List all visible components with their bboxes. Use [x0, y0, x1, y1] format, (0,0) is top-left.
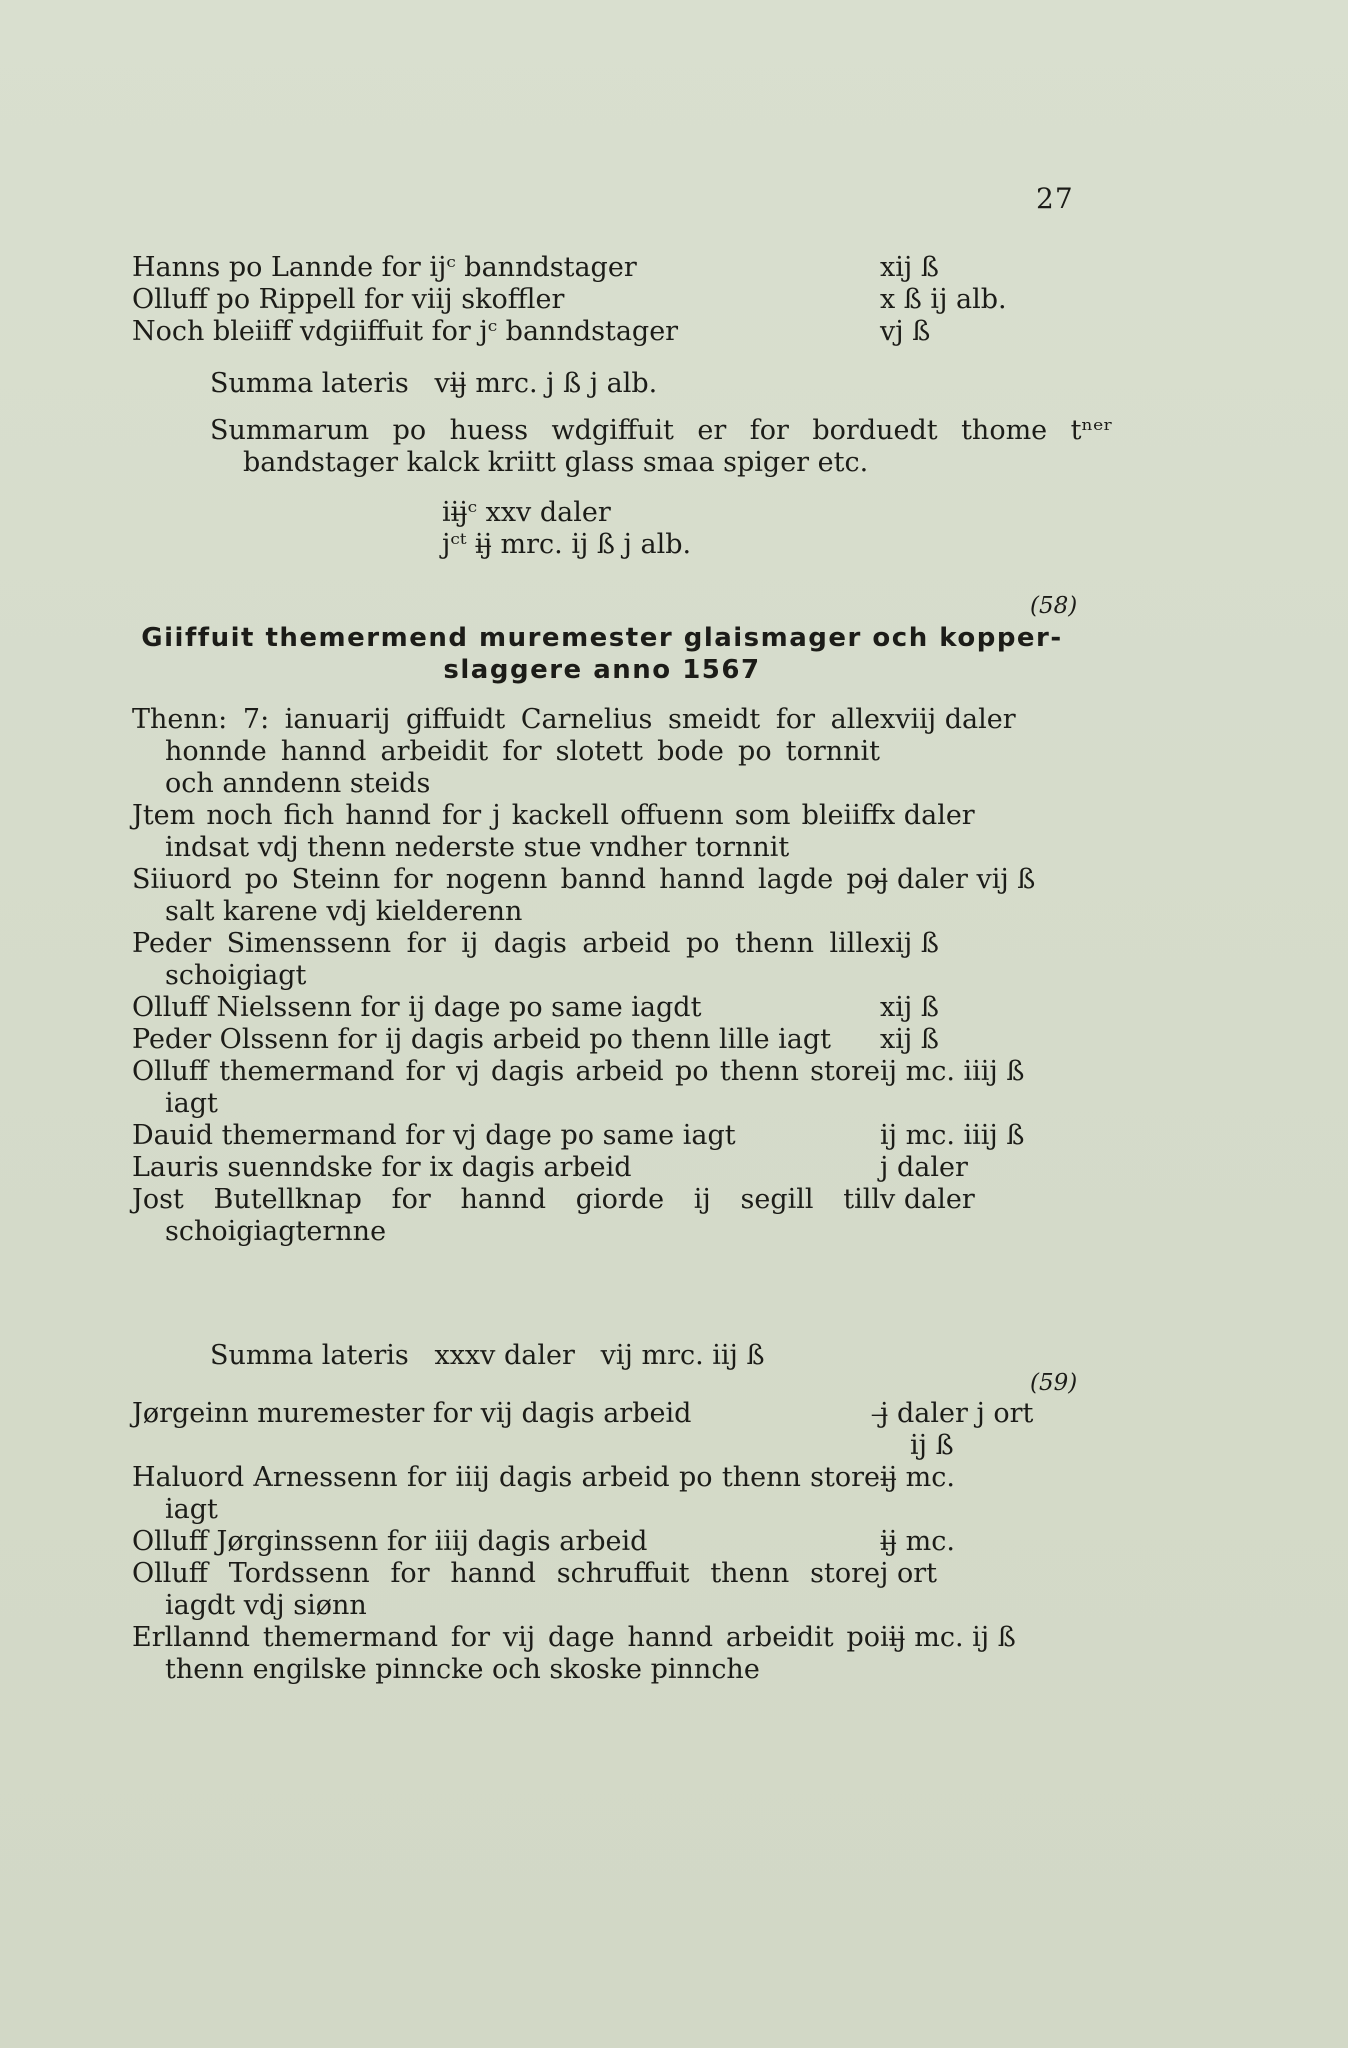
entry-text: Dauid themermand for vj dage po same iagt: [132, 1120, 736, 1151]
entry-text: Olluff themermand for vj dagis arbeid po thenn store iagt: [132, 1056, 880, 1119]
entry-text: Olluff Nielssenn for ij dage po same iagdt: [132, 992, 702, 1023]
entry-text: Thenn: 7: ianuarij giffuidt Carnelius smeidt for alle honnde hannd arbeidit for slotett bode po tornnit och anndenn steids: [132, 704, 880, 799]
list-item: [132, 1152, 1072, 1184]
list-item: [132, 1622, 1072, 1686]
list-item: [132, 1558, 1072, 1622]
list-item: [132, 1526, 1072, 1558]
entry-amount: [880, 1398, 1080, 1462]
entry-text: Erllannd themermand for vij dage hannd arbeidit po thenn engilske pinncke och skoske pinnche: [132, 1622, 880, 1685]
entry-text: Peder Simenssenn for ij dagis arbeid po thenn lille schoigiagt: [132, 928, 880, 991]
summa-lateris-1: Summa lateris vij̶ mrc. j ß j alb.: [210, 368, 658, 399]
entry-amount: xij ß: [880, 1024, 939, 1055]
entry-amount: j̶ daler vij ß: [880, 864, 1036, 895]
list-item: [132, 1024, 1072, 1056]
entry-text: Jørgeinn muremester for vij dagis arbeid: [132, 1398, 692, 1429]
entry-amount: xviij daler: [880, 704, 1016, 735]
entry-amount-line-2: ij ß: [910, 1430, 954, 1461]
reference-59: (59): [1030, 1370, 1078, 1396]
heading-line-2: slaggere anno 1567: [443, 655, 761, 685]
entry-amount: v daler: [880, 1184, 975, 1215]
entry-amount: ij mc. iiij ß: [880, 1056, 1025, 1087]
entry-text: Olluff Tordssenn for hannd schruffuit thenn store iagdt vdj siønn: [132, 1558, 880, 1621]
entry-text: Olluff Jørginssenn for iiij dagis arbeid: [132, 1526, 648, 1557]
entries-list-2: [132, 1398, 1072, 1686]
list-item: [132, 316, 1072, 348]
entry-text: Jost Butellknap for hannd giorde ij segill till schoigiagternne: [132, 1184, 880, 1247]
entry-text: Noch bleiiff vdgiiffuit for jᶜ banndstager: [132, 316, 679, 347]
entry-amount-line-1: j̶ daler j ort: [880, 1398, 1034, 1429]
heading-line-1: Giiffuit themermend muremester glaismager och kopper-: [141, 623, 1063, 653]
entry-text: Peder Olssenn for ij dagis arbeid po thenn lille iagt: [132, 1024, 832, 1055]
entry-amount: iij̶ mc. ij ß: [880, 1622, 1016, 1653]
list-item: [132, 1120, 1072, 1152]
entry-amount: ij̶ mc.: [880, 1526, 955, 1557]
entry-amount: j daler: [880, 1152, 968, 1183]
list-item: [132, 284, 1072, 316]
entry-text: Jtem noch fich hannd for j kackell offuenn som bleiiff indsat vdj thenn nederste stue vndher tornnit: [132, 800, 880, 863]
entry-text: Haluord Arnessenn for iiij dagis arbeid po thenn store iagt: [132, 1462, 880, 1525]
entry-amount: xij ß: [880, 252, 939, 283]
entry-amount: vj ß: [880, 316, 931, 347]
entry-text: Lauris suenndske for ix dagis arbeid: [132, 1152, 632, 1183]
entry-text: Olluff po Rippell for viij skoffler: [132, 284, 565, 315]
entry-amount: xij ß: [880, 992, 939, 1023]
page-number: 27: [1036, 182, 1074, 215]
list-item: [132, 704, 1072, 800]
reference-58: (58): [1030, 593, 1078, 619]
summarum-text: Summarum po huess wdgiffuit er for borduedt thome tⁿᵉʳ bandstager kalck kriitt glass smaa spiger etc.: [210, 415, 1113, 478]
list-item: [132, 1184, 1072, 1248]
entry-amount: xij ß: [880, 928, 939, 959]
list-item: [132, 1056, 1072, 1120]
entry-amount: x daler: [880, 800, 975, 831]
list-item: [132, 800, 1072, 864]
list-item: [132, 1398, 1072, 1461]
list-item: [132, 928, 1072, 992]
list-item: [132, 1462, 1072, 1526]
entry-amount: ij mc. iiij ß: [880, 1120, 1025, 1151]
entries-list: [132, 704, 1072, 1248]
summarum-line-1: iij̶ᶜ xxv daler: [442, 497, 611, 528]
top-entries: [132, 252, 1072, 348]
summa-lateris-2: Summa lateris xxxv daler vij mrc. iij ß: [210, 1340, 765, 1371]
section-heading: [132, 622, 1072, 686]
entry-text: Hanns po Lannde for ijᶜ banndstager: [132, 252, 637, 283]
summarum-line-2: jᶜᵗ ij̶ mrc. ij ß j alb.: [442, 529, 692, 560]
entry-amount: ij̶ mc.: [880, 1462, 955, 1493]
list-item: [132, 864, 1072, 928]
list-item: [132, 992, 1072, 1024]
list-item: [132, 252, 1072, 284]
entry-amount: j ort: [880, 1558, 937, 1589]
entry-text: Siiuord po Steinn for nogenn bannd hannd lagde po salt karene vdj kielderenn: [132, 864, 880, 927]
entry-amount: x ß ij alb.: [880, 284, 1007, 315]
